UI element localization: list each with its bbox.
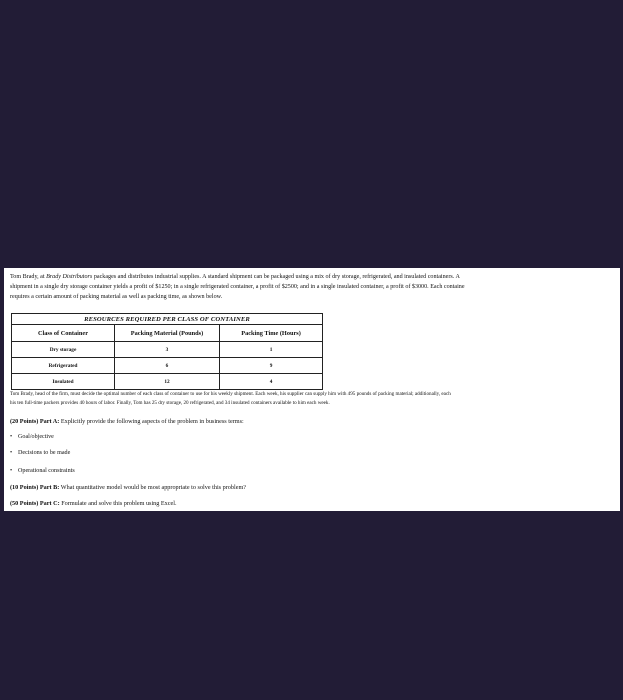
row-time: 4 — [220, 374, 323, 390]
table-row — [12, 374, 323, 390]
company-name: Brady Distributors — [46, 274, 93, 280]
row-time: 9 — [220, 358, 323, 374]
list-item — [10, 434, 54, 440]
part-a-label: (20 Points) Part A: — [10, 418, 60, 425]
constraints-paragraph — [10, 390, 620, 408]
resources-table — [11, 313, 323, 390]
part-b-text: What quantitative model would be most appropriate to solve this problem? — [59, 484, 247, 491]
bullet-text: Operational constraints — [18, 468, 75, 474]
intro-line-3: requires a certain amount of packing material as well as packing time, as shown below. — [10, 294, 223, 300]
intro-line-1-start: Tom Brady, at — [10, 274, 47, 280]
bullet-icon: • — [10, 468, 13, 474]
bullet-text: Decisions to be made — [18, 450, 71, 456]
constraints-line-1: Tom Brady, head of the firm, must decide the optimal number of each class of container to use for his weekly shipment. Each week, his supplier can supply him with 495 pounds of packing material; additionally, each — [10, 391, 451, 397]
table-row — [12, 342, 323, 358]
list-item — [10, 468, 75, 474]
intro-line-2: shipment in a single dry storage container yields a profit of $1250; in a single refrigerated container, a profit of $2500; and in a single insulated container, a profit of $3000. Each containe — [10, 284, 465, 290]
list-item — [10, 450, 70, 456]
part-b-question — [10, 484, 246, 491]
row-material: 12 — [115, 374, 220, 390]
row-time: 1 — [220, 342, 323, 358]
row-class: Dry storage — [12, 342, 115, 358]
part-c-question — [10, 500, 177, 507]
intro-line-1-end: packages and distributes industrial supplies. A standard shipment can be packaged using a mix of dry storage, refrigerated, and insulated containers. A — [92, 274, 460, 280]
constraints-line-2: his ten full-time packers provides 40 hours of labor. Finally, Tom has 25 dry storage, 20 refrigerated, and 34 insulated containers available to him each week. — [10, 400, 330, 406]
row-material: 6 — [115, 358, 220, 374]
part-a-text: Explicitly provide the following aspects of the problem in business terms: — [59, 418, 244, 425]
intro-paragraph — [10, 272, 620, 302]
problem-document — [4, 268, 620, 511]
header-class: Class of Container — [12, 325, 115, 342]
table-row — [12, 358, 323, 374]
header-material: Packing Material (Pounds) — [115, 325, 220, 342]
bullet-text: Goal/objective — [18, 434, 54, 440]
part-c-label: (50 Points) Part C: — [10, 500, 60, 507]
header-time: Packing Time (Hours) — [220, 325, 323, 342]
row-class: Refrigerated — [12, 358, 115, 374]
row-material: 3 — [115, 342, 220, 358]
bullet-icon: • — [10, 450, 13, 456]
row-class: Insulated — [12, 374, 115, 390]
part-b-label: (10 Points) Part B: — [10, 484, 60, 491]
bullet-icon: • — [10, 434, 13, 440]
part-a-question — [10, 418, 244, 425]
part-c-text: Formulate and solve this problem using Excel. — [59, 500, 177, 507]
intro-line-1 — [10, 272, 620, 282]
table-caption: RESOURCES REQUIRED PER CLASS OF CONTAINER — [12, 314, 323, 325]
